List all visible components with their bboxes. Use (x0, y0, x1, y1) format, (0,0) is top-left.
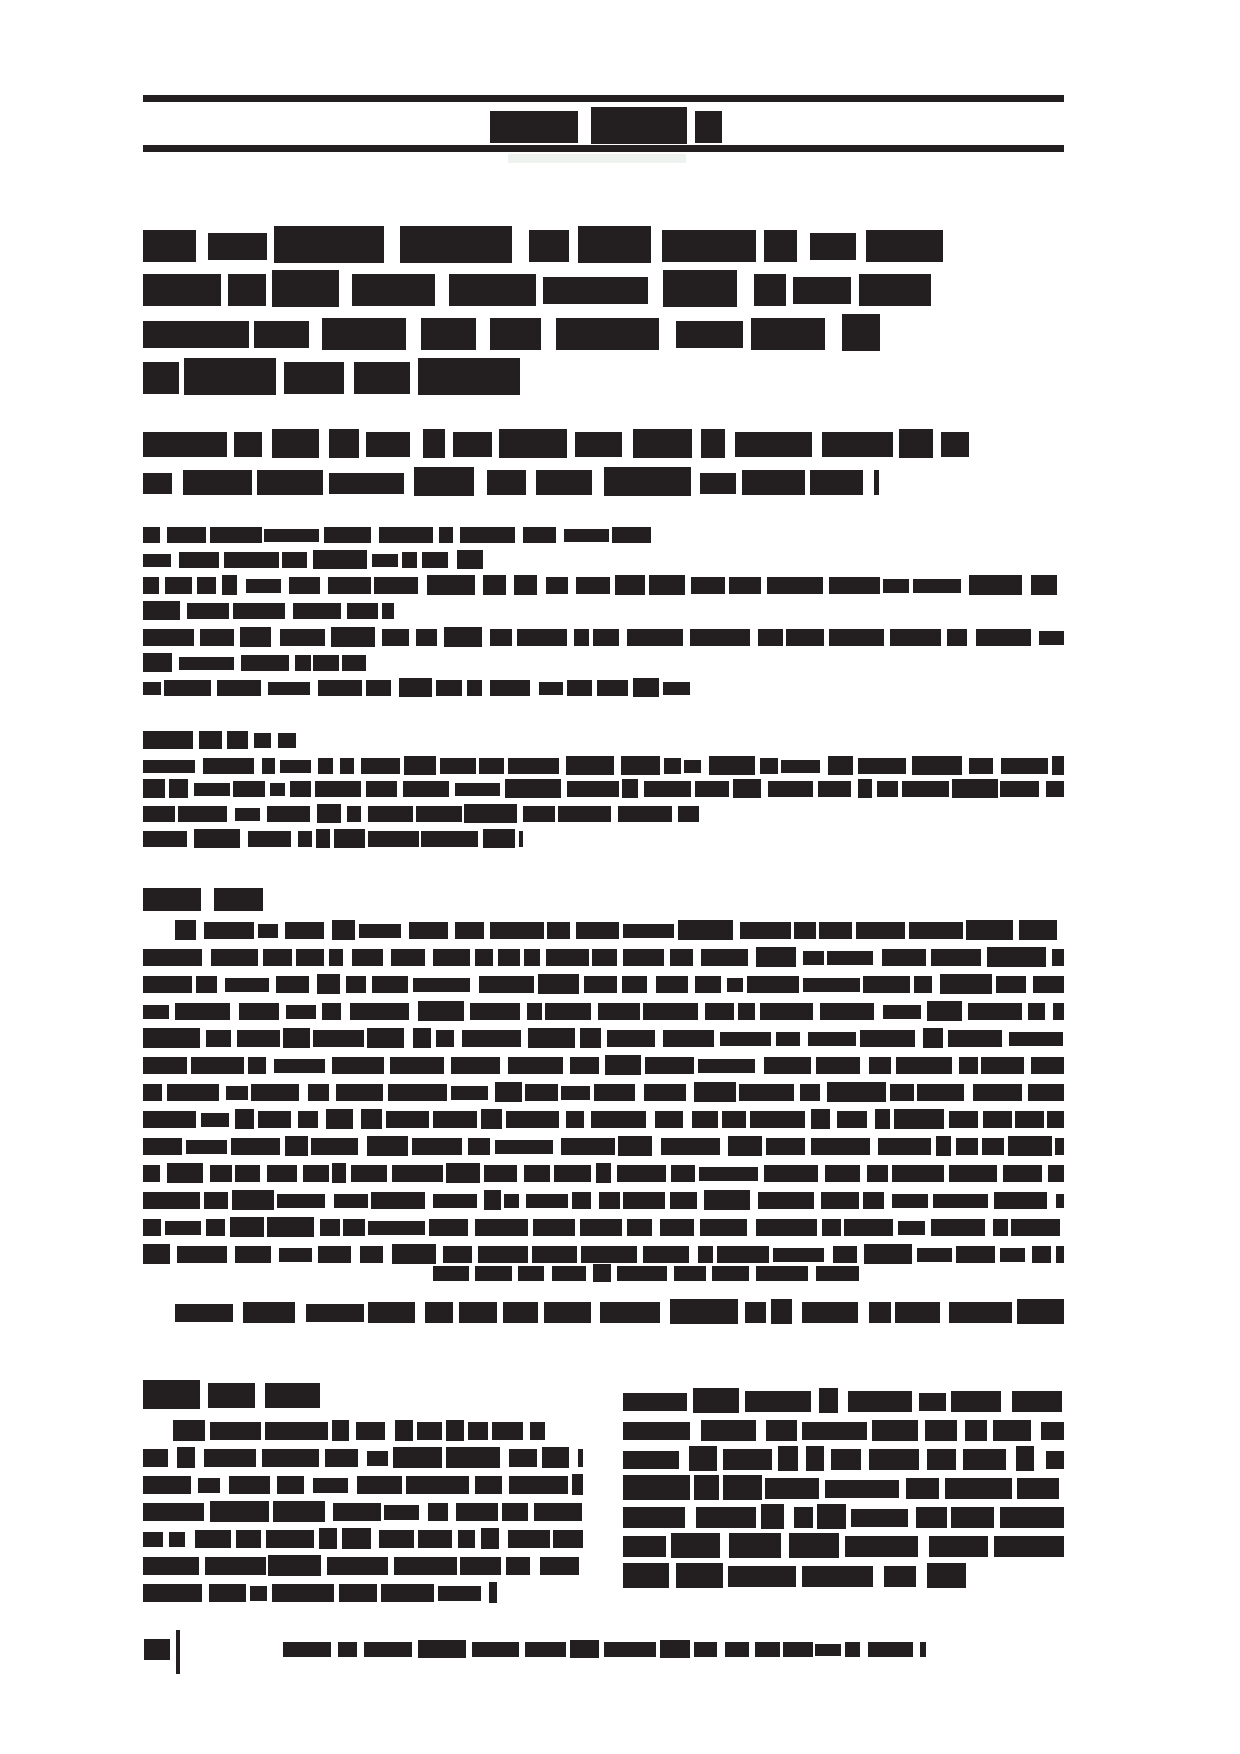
abstract-text-line (143, 1192, 1064, 1209)
left-column-text-line (143, 1530, 583, 1548)
affiliation-line (143, 577, 1064, 594)
correspondence-line (143, 758, 1064, 774)
article-title-line (143, 362, 528, 394)
header-rule-top (143, 95, 1064, 102)
affiliation-line (143, 527, 651, 543)
affiliation-line (143, 655, 366, 671)
left-column-text-line (143, 1449, 583, 1467)
correspondence-heading (143, 731, 296, 749)
header-rule-bottom (143, 145, 1064, 152)
affiliation-line (143, 603, 394, 619)
left-column-text-line (173, 1422, 545, 1440)
affiliation-line (143, 680, 690, 696)
abstract-text-line (143, 1111, 1064, 1128)
abstract-text-line (143, 976, 1064, 993)
abstract-text-line (143, 1003, 1064, 1020)
right-column-text-line (623, 1420, 1064, 1441)
left-column-text-line (143, 1503, 583, 1521)
footer-divider (176, 1630, 180, 1674)
abstract-text-line (143, 949, 1064, 966)
correspondence-line (143, 831, 523, 847)
introduction-heading (143, 1383, 320, 1408)
article-title-line (143, 230, 943, 262)
article-title-line (143, 274, 933, 306)
left-column-text-line (143, 1557, 583, 1575)
abstract-text-line (143, 1246, 1064, 1263)
abstract-text-line (143, 1084, 1064, 1101)
abstract-text-line (433, 1266, 859, 1281)
left-column-text-line (143, 1476, 583, 1494)
author-names-line (143, 470, 879, 495)
right-column-text-line (623, 1507, 1064, 1528)
keywords-line (175, 1302, 1064, 1323)
correspondence-line (143, 781, 1064, 797)
right-column-text-line (623, 1478, 1064, 1499)
abstract-text-line (175, 922, 1064, 939)
affiliation-line (143, 629, 1064, 646)
abstract-text-line (143, 1138, 1064, 1155)
abstract-text-line (143, 1219, 1064, 1236)
author-names-line (143, 432, 969, 457)
abstract-text-line (143, 1165, 1064, 1182)
journal-section-label (490, 111, 722, 143)
right-column-text-line (623, 1391, 1064, 1412)
page-number (144, 1639, 170, 1660)
left-column-text-line (143, 1584, 497, 1602)
right-column-text-line (623, 1566, 968, 1587)
right-column-text-line (623, 1536, 1064, 1557)
article-title-line (143, 318, 880, 350)
header-smudge (508, 154, 686, 163)
affiliation-line (143, 552, 483, 568)
abstract-text-line (143, 1057, 1064, 1074)
correspondence-line (143, 806, 699, 822)
right-column-text-line (623, 1449, 1064, 1470)
footer-journal-line (283, 1642, 926, 1657)
abstract-heading (143, 888, 263, 911)
abstract-text-line (143, 1030, 1064, 1047)
